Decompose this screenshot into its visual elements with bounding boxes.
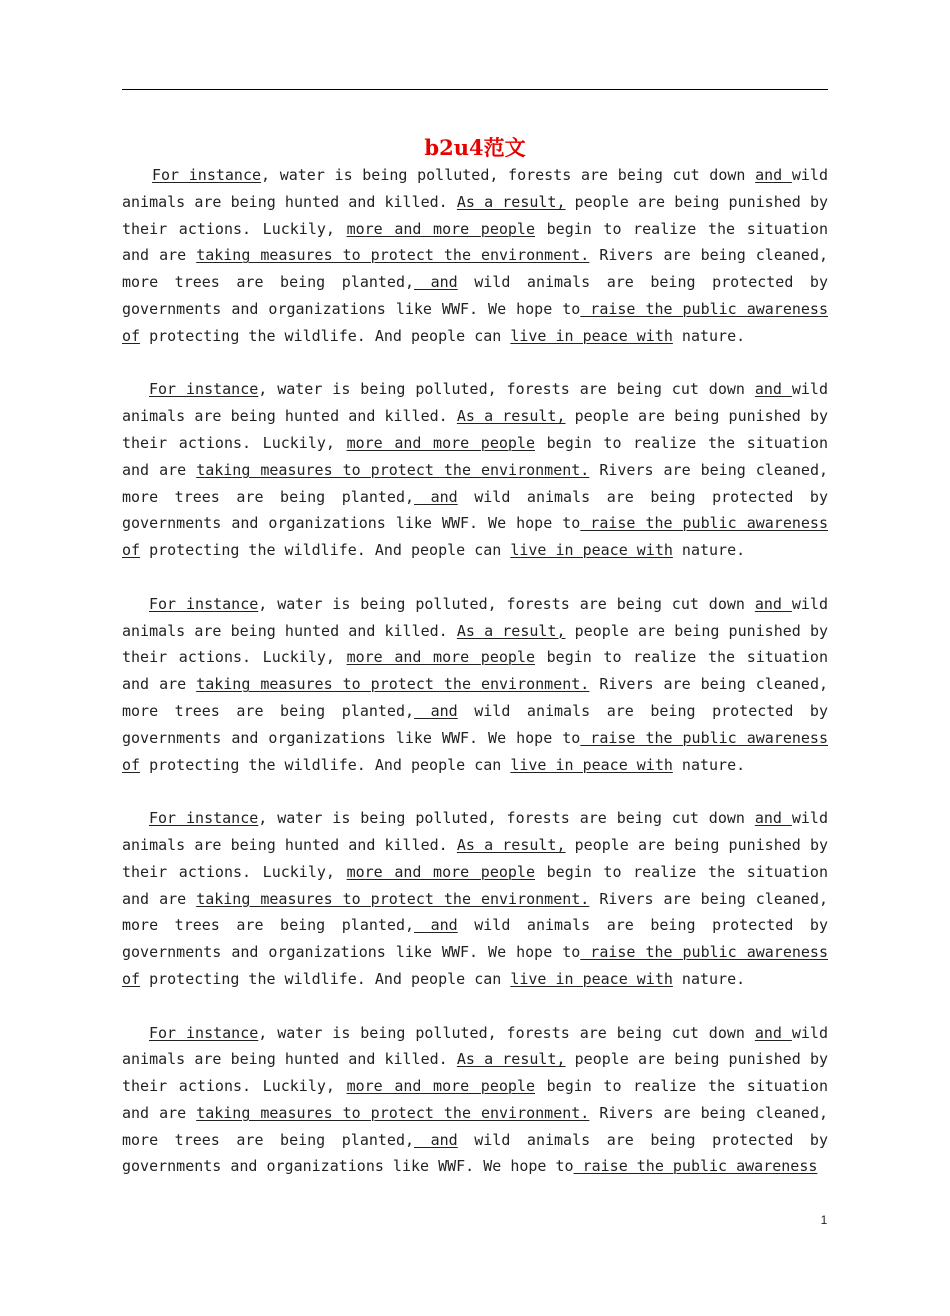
text-run: wild animals are being hunted and killed. (122, 594, 828, 640)
text-run: Rivers are being cleaned, more trees are being planted, (122, 675, 829, 720)
paragraph (122, 1020, 828, 1181)
underlined-phrase: For instance (149, 809, 259, 828)
underlined-phrase: and (414, 487, 458, 506)
text-run: wild animals are being protected by governments and organizations like WWF. We hope to (122, 701, 828, 747)
underlined-phrase: more and more people (346, 1077, 535, 1096)
underlined-phrase: more and more people (346, 433, 535, 452)
text-run: wild animals are being hunted and killed. (122, 1023, 828, 1069)
text-run: wild animals are being protected by governments and organizations like WWF. We hope to (122, 916, 828, 962)
text-run: , water is being polluted, forests are being cut down (258, 380, 755, 399)
text-run: wild animals are being protected by governments and organizations like WWF. We hope to (122, 487, 828, 533)
paragraph (122, 591, 828, 779)
underlined-phrase: live in peace with (510, 541, 673, 560)
underlined-phrase: live in peace with (510, 755, 673, 774)
text-run: begin to realize the situation and are (122, 433, 828, 479)
underlined-phrase: and (414, 1130, 458, 1149)
text-run: protecting the wildlife. And people can (140, 755, 511, 774)
underlined-phrase: As a result, (456, 835, 566, 854)
underlined-phrase: raise the public awareness of (122, 299, 828, 345)
underlined-phrase: For instance (149, 594, 259, 613)
paragraph (122, 162, 828, 350)
underlined-phrase: more and more people (346, 219, 535, 238)
underlined-phrase: live in peace with (510, 326, 673, 345)
underlined-phrase: and (414, 916, 458, 935)
text-run: begin to realize the situation and are (122, 219, 828, 265)
underlined-phrase: and (754, 380, 792, 399)
text-run: protecting the wildlife. And people can (140, 326, 511, 345)
text-run: wild animals are being hunted and killed. (122, 166, 828, 211)
underlined-phrase: raise the public awareness (573, 1157, 818, 1176)
underlined-phrase: taking measures to protect the environment. (196, 1103, 590, 1122)
underlined-phrase: As a result, (456, 192, 566, 211)
underlined-phrase: For instance (149, 380, 259, 399)
text-run: Rivers are being cleaned, more trees are being planted, (122, 889, 829, 935)
paragraph (122, 376, 828, 564)
underlined-phrase: and (755, 166, 792, 184)
text-run: Rivers are being cleaned, more trees are being planted, (122, 460, 829, 506)
text-run: nature. (672, 969, 746, 988)
text-run: people are being punished by their actions. Luckily, (122, 407, 828, 452)
text-run: people are being punished by their actions. Luckily, (122, 192, 828, 238)
text-run: , water is being polluted, forests are being cut down (261, 166, 756, 184)
underlined-phrase: raise the public awareness of (122, 943, 828, 988)
text-run: , water is being polluted, forests are being cut down (258, 1023, 755, 1042)
text-run: people are being punished by their actions. Luckily, (122, 835, 828, 881)
text-run: nature. (672, 755, 746, 774)
underlined-phrase: taking measures to protect the environment. (196, 675, 590, 694)
underlined-phrase: As a result, (456, 621, 566, 640)
text-run: Rivers are being cleaned, more trees are being planted, (122, 246, 829, 292)
underlined-phrase: For instance (152, 166, 262, 184)
text-run: begin to realize the situation and are (122, 1077, 828, 1122)
underlined-phrase: taking measures to protect the environment. (196, 460, 590, 479)
underlined-phrase: live in peace with (510, 969, 673, 988)
underlined-phrase: and (414, 273, 458, 292)
underlined-phrase: For instance (149, 1023, 259, 1042)
underlined-phrase: As a result, (456, 1050, 566, 1069)
text-run: begin to realize the situation and are (122, 648, 828, 694)
underlined-phrase: raise the public awareness of (122, 514, 828, 560)
text-run: , water is being polluted, forests are being cut down (258, 809, 755, 828)
underlined-phrase: As a result, (456, 407, 566, 426)
text-run: protecting the wildlife. And people can (140, 969, 511, 988)
underlined-phrase: and (754, 809, 792, 828)
text-run: people are being punished by their actions. Luckily, (122, 1050, 828, 1096)
underlined-phrase: taking measures to protect the environment. (196, 246, 590, 265)
paragraph (122, 805, 828, 993)
text-run: nature. (672, 326, 746, 345)
text-run: wild animals are being protected by governments and organizations like WWF. We hope to (122, 273, 828, 318)
underlined-phrase: raise the public awareness of (122, 728, 828, 774)
text-run: wild animals are being hunted and killed. (122, 809, 828, 854)
document-body (122, 162, 828, 1180)
header-rule (122, 89, 828, 90)
text-run: wild animals are being protected by governments and organizations like WWF. We hope to (122, 1130, 828, 1176)
underlined-phrase: taking measures to protect the environment. (196, 889, 590, 908)
text-run: Rivers are being cleaned, more trees are being planted, (122, 1103, 829, 1149)
page-number: 1 (820, 1213, 828, 1227)
underlined-phrase: and (754, 1023, 792, 1042)
document-title: b2u4范文 (424, 135, 526, 160)
text-run: people are being punished by their actions. Luckily, (122, 621, 828, 667)
text-run: wild animals are being hunted and killed. (122, 380, 828, 426)
text-run: nature. (672, 541, 746, 560)
text-run: protecting the wildlife. And people can (140, 541, 511, 560)
text-run: begin to realize the situation and are (122, 862, 828, 908)
underlined-phrase: and (414, 701, 458, 720)
text-run: , water is being polluted, forests are being cut down (258, 594, 755, 613)
underlined-phrase: more and more people (346, 648, 535, 667)
underlined-phrase: more and more people (346, 862, 535, 881)
underlined-phrase: and (754, 594, 792, 613)
